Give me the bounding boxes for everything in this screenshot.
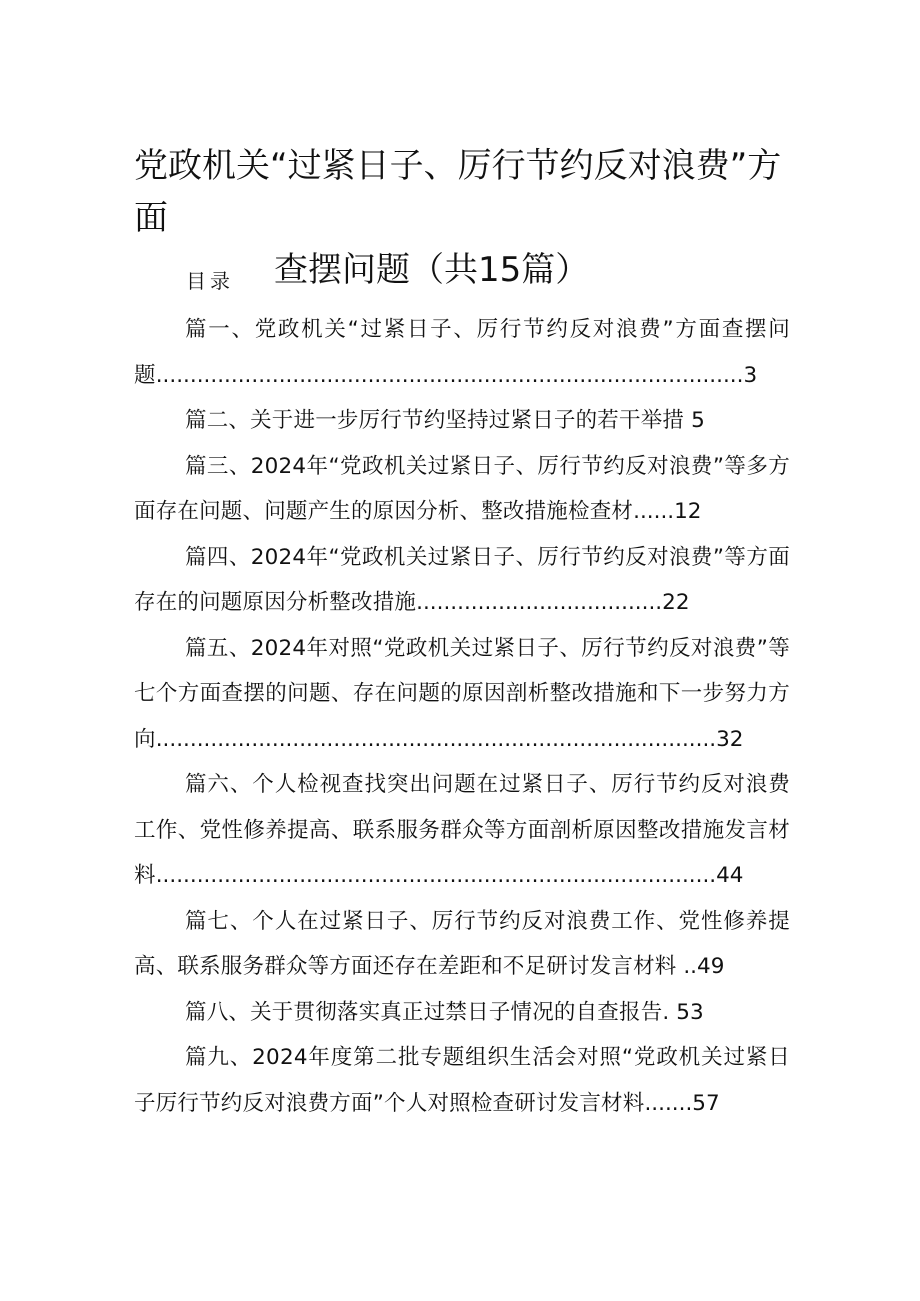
toc-leader-dots: .. bbox=[676, 954, 698, 979]
toc-entry-4[interactable] bbox=[134, 535, 790, 626]
toc-page-number: 3 bbox=[743, 362, 758, 388]
toc-page-number: 57 bbox=[692, 1090, 720, 1116]
toc-entry-text: 篇九、2024年度第二批专题组织生活会对照“党政机关过紧日子厉行节约反对浪费方面”个人对照检查研讨发言材料 bbox=[134, 1045, 790, 1116]
toc-entry-text: 篇一、党政机关“过紧日子、厉行节约反对浪费”方面查摆问题 bbox=[134, 317, 790, 388]
toc-entry-1[interactable] bbox=[134, 307, 790, 398]
toc-leader-dots: .................................................................................. bbox=[155, 726, 717, 752]
toc-entry-text: 篇八、关于贯彻落实真正过禁日子情况的自查报告 bbox=[185, 999, 663, 1025]
toc-page-number: 5 bbox=[691, 408, 705, 433]
title-line-1: 党政机关“过紧日子、厉行节约反对浪费”方面 bbox=[134, 146, 782, 238]
document-title bbox=[134, 140, 804, 296]
toc-leader-dots: .................................... bbox=[416, 590, 663, 615]
toc-leader-dots: ....... bbox=[644, 1090, 693, 1116]
toc-entry-text: 篇五、2024年对照“党政机关过紧日子、厉行节约反对浪费”等七个方面查摆的问题、存在问题的原因剖析整改措施和下一步努力方向 bbox=[134, 635, 790, 752]
toc-entry-6[interactable] bbox=[134, 762, 790, 899]
toc-entry-8[interactable] bbox=[134, 990, 790, 1036]
toc-entry-text: 篇六、个人检视查找突出问题在过紧日子、厉行节约反对浪费工作、党性修养提高、联系服务群众等方面剖析原因整改措施发言材料 bbox=[134, 772, 790, 888]
toc-page-number: 53 bbox=[676, 999, 704, 1025]
toc-leader-dots: ...................................................................................... bbox=[155, 362, 744, 388]
toc-page-number: 12 bbox=[674, 499, 702, 524]
toc-entry-text: 篇二、关于进一步厉行节约坚持过紧日子的若干举措 bbox=[185, 408, 685, 433]
toc-entry-3[interactable] bbox=[134, 444, 790, 535]
toc-entry-5[interactable] bbox=[134, 626, 790, 763]
toc-entry-text: 篇三、2024年“党政机关过紧日子、厉行节约反对浪费”等多方面存在问题、问题产生的原因分析、整改措施检查材 bbox=[134, 453, 790, 524]
title-line-2: 查摆问题（共15篇） bbox=[274, 250, 590, 290]
table-of-contents bbox=[134, 307, 790, 1126]
toc-page-number: 49 bbox=[697, 954, 725, 979]
toc-page-number: 22 bbox=[662, 590, 690, 615]
toc-entry-9[interactable] bbox=[134, 1035, 790, 1126]
toc-page-number: 44 bbox=[716, 863, 744, 888]
toc-leader-dots: . bbox=[662, 999, 670, 1025]
toc-page-number: 32 bbox=[716, 726, 744, 752]
toc-leader-dots: ...... bbox=[633, 499, 675, 524]
toc-entry-text: 篇七、个人在过紧日子、厉行节约反对浪费工作、党性修养提高、联系服务群众等方面还存在差距和不足研讨发言材料 bbox=[134, 908, 790, 979]
toc-label: 目录 bbox=[186, 269, 234, 293]
toc-entry-text: 篇四、2024年“党政机关过紧日子、厉行节约反对浪费”等方面存在的问题原因分析整改措施 bbox=[134, 544, 790, 615]
toc-entry-7[interactable] bbox=[134, 899, 790, 990]
toc-entry-2[interactable] bbox=[134, 398, 790, 444]
toc-leader-dots: .................................................................................. bbox=[155, 863, 717, 888]
